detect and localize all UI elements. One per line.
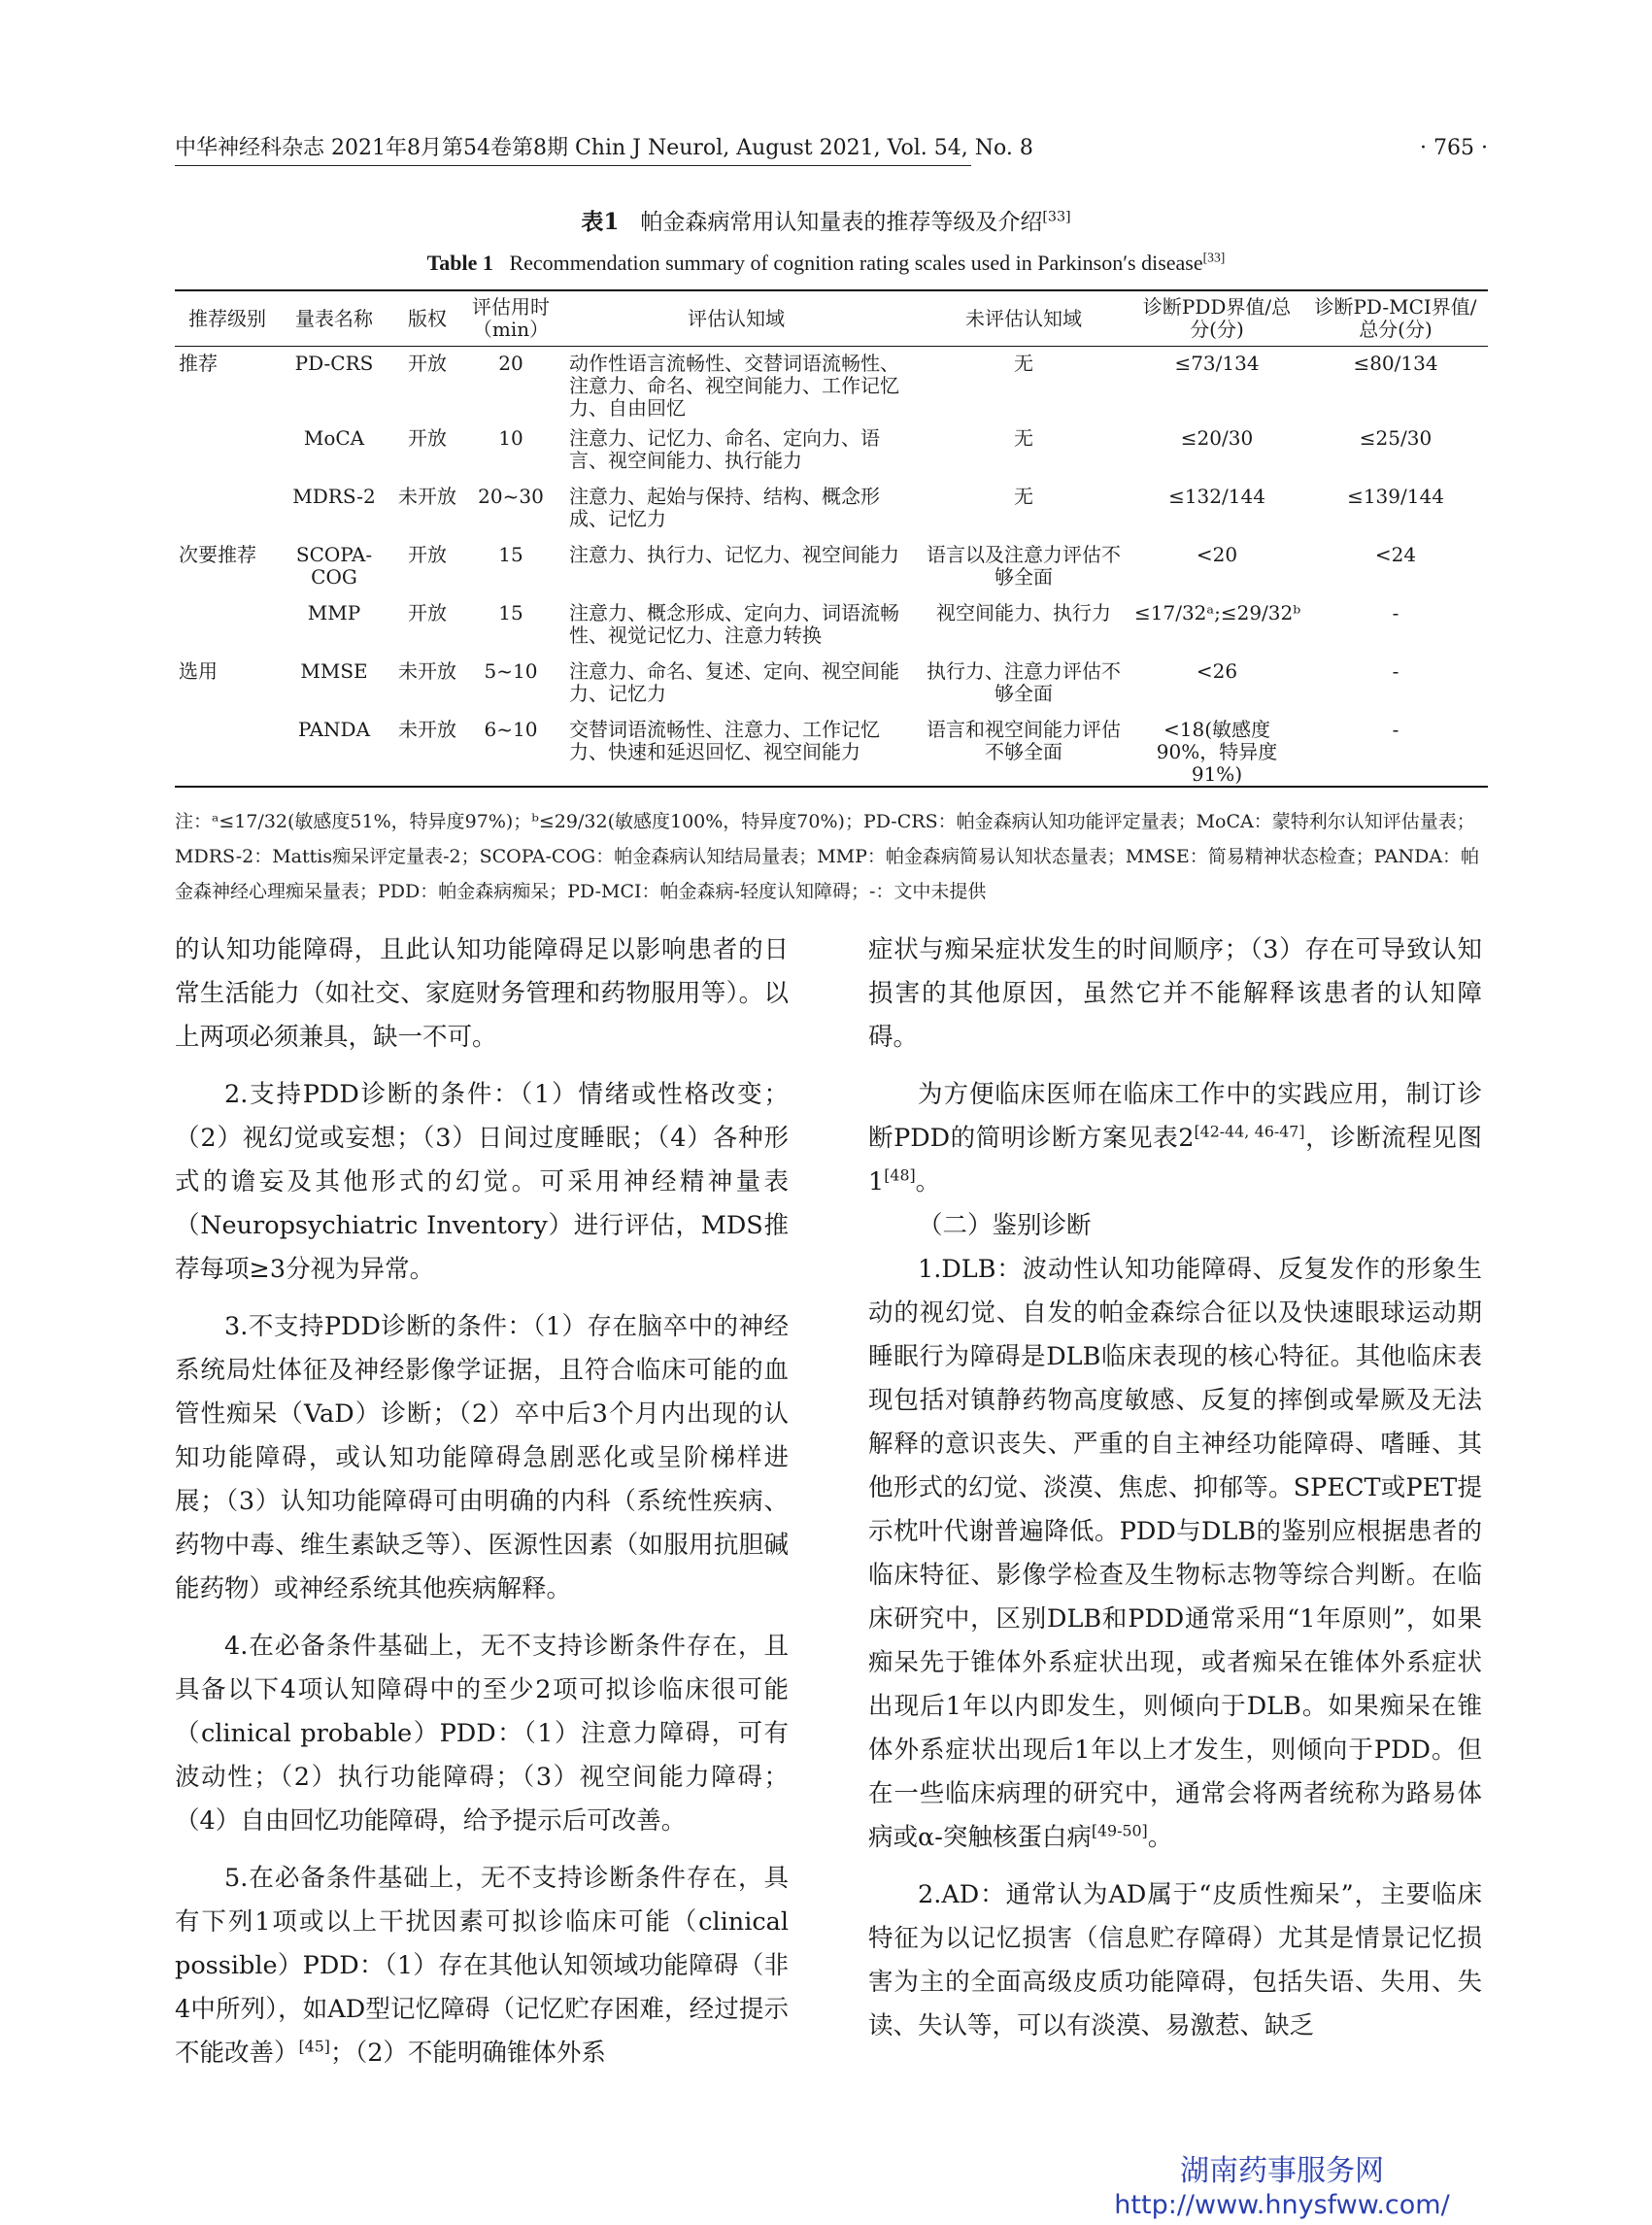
column-header: 诊断PDD界值/总分(分) xyxy=(1130,290,1303,347)
cell-level xyxy=(175,719,280,787)
cell-domains: 注意力、命名、复述、定向、视空间能力、记忆力 xyxy=(569,658,899,705)
column-header: 评估用时（min） xyxy=(466,290,556,347)
cell-mci: ≤25/30 xyxy=(1359,425,1433,450)
table-row xyxy=(175,347,1488,427)
paragraph: 3.不支持PDD诊断的条件：（1）存在脑卒中的神经系统局灶体征及神经影像学证据，且符合临床可能的血管性痴呆（VaD）诊断；（2）卒中后3个月内出现的认知功能障碍，或认知功能障碍急剧恶化或呈阶梯样进展；（3）认知功能障碍可由明确的内科（系统性疾病、药物中毒、维生素缺乏等）、医源性因素（如服用抗胆碱能药物）或神经系统其他疾病解释。 xyxy=(175,1312,789,1603)
cell-scale: MMP xyxy=(307,600,361,624)
paragraph-text: 。 xyxy=(915,1167,941,1197)
cell-level xyxy=(175,602,280,660)
table-title-cn: 帕金森病常用认知量表的推荐等级及介绍 xyxy=(640,210,1043,235)
cell-pdd: <20 xyxy=(1196,542,1238,566)
paragraph-text: 为方便临床医师在临床工作中的实践应用，制订诊断PDD的简明诊断方案见表2 xyxy=(868,1080,1482,1153)
cell-copyright: 未开放 xyxy=(388,719,466,787)
cell-pdd: <18(敏感度90%，特异度91%) xyxy=(1130,719,1303,787)
cell-not-assessed: 无 xyxy=(1014,484,1033,508)
table-row xyxy=(175,602,1488,660)
cell-pdd: ≤132/144 xyxy=(1168,484,1265,508)
cell-domains: 注意力、概念形成、定向力、词语流畅性、视觉记忆力、注意力转换 xyxy=(569,600,899,647)
paragraph: 的认知功能障碍，且此认知功能障碍足以影响患者的日常生活能力（如社交、家庭财务管理和药物服用等）。以上两项必须兼具，缺一不可。 xyxy=(175,935,789,1052)
cell-scale: MoCA xyxy=(303,425,365,450)
cell-pdd: <26 xyxy=(1196,658,1238,683)
table-row xyxy=(175,544,1488,602)
citation: [42-44, 46-47] xyxy=(1194,1122,1305,1141)
cell-domains: 注意力、执行力、记忆力、视空间能力 xyxy=(569,542,899,566)
cell-not-assessed: 执行力、注意力评估不够全面 xyxy=(927,658,1121,705)
cell-time: 6~10 xyxy=(466,719,556,787)
running-header xyxy=(175,134,1488,167)
cell-copyright: 开放 xyxy=(408,352,447,375)
citation: [45] xyxy=(298,2037,330,2056)
header-rule xyxy=(175,165,971,166)
table-row xyxy=(175,660,1488,719)
paragraph-text: 。 xyxy=(1147,1823,1173,1852)
cell-level: 次要推荐 xyxy=(179,542,256,566)
cell-mci: ≤80/134 xyxy=(1353,352,1438,375)
paragraph: 2.AD：通常认为AD属于“皮质性痴呆”，主要临床特征为以记忆损害（信息贮存障碍）尤其是情景记忆损害为主的全面高级皮质功能障碍，包括失语、失用、失读、失认等，可以有淡漠、易激惹、缺乏 xyxy=(868,1880,1482,2040)
paragraph xyxy=(868,1073,1482,1204)
cell-copyright: 未开放 xyxy=(398,484,456,508)
table-header-row xyxy=(175,290,1488,347)
cell-domains: 注意力、起始与保持、结构、概念形成、记忆力 xyxy=(569,484,880,530)
cell-time: 20~30 xyxy=(478,484,544,508)
journal-citation: 中华神经科杂志 2021年8月第54卷第8期 Chin J Neurol, August 2021, Vol. 54, No. 8 xyxy=(175,136,1033,160)
cell-level xyxy=(175,427,280,486)
table-footnotes: 注：ᵃ≤17/32(敏感度51%，特异度97%)；ᵇ≤29/32(敏感度100%，特异度70%)；PD-CRS：帕金森病认知功能评定量表；MoCA：蒙特利尔认知评估量表；MDRS-2：Mattis痴呆评定量表-2；SCOPA-COG：帕金森病认知结局量表；MMP：帕金森病简易认知状态量表；MMSE：简易精神状态检查；PANDA：帕金森神经心理痴呆量表；PDD：帕金森病痴呆；PD-MCI：帕金森病-轻度认知障碍；-：文中未提供 xyxy=(175,811,1480,902)
right-column xyxy=(868,928,1482,2048)
cell-copyright: 未开放 xyxy=(398,658,456,683)
paragraph xyxy=(868,1248,1482,1860)
column-header: 推荐级别 xyxy=(175,290,280,347)
column-header: 评估认知域 xyxy=(556,290,917,347)
paragraph-text: 5.在必备条件基础上，无不支持诊断条件存在，具有下列1项或以上干扰因素可拟诊临床可能（clinical possible）PDD：（1）存在其他认知领域功能障碍（非4中所列），如AD型记忆障碍（记忆贮存困难，经过提示不能改善） xyxy=(175,1864,789,2068)
cell-mci: ≤139/144 xyxy=(1347,484,1444,508)
table-ref-cn: [33] xyxy=(1042,209,1071,225)
table-label-en: Table 1 xyxy=(426,251,493,275)
cell-pdd: ≤73/134 xyxy=(1174,352,1260,375)
cell-mci: - xyxy=(1303,719,1488,787)
cell-copyright: 开放 xyxy=(408,542,447,566)
column-header: 版权 xyxy=(388,290,466,347)
cell-time: 20 xyxy=(498,352,523,375)
table-caption-chinese xyxy=(0,208,1652,237)
cell-level: 推荐 xyxy=(179,352,218,375)
watermark-name: 湖南药事服务网 xyxy=(1180,2154,1384,2188)
table-row xyxy=(175,486,1488,544)
cell-scale: PANDA xyxy=(280,719,388,787)
left-column xyxy=(175,928,789,2075)
paragraph: 4.在必备条件基础上，无不支持诊断条件存在，且具备以下4项认知障碍中的至少2项可拟诊临床很可能（clinical probable）PDD：（1）注意力障碍，可有波动性；（2）执行功能障碍；（3）视空间能力障碍；（4）自由回忆功能障碍，给予提示后可改善。 xyxy=(175,1632,789,1836)
paragraph xyxy=(175,1857,789,2075)
cell-not-assessed: 无 xyxy=(1014,425,1033,450)
table-row xyxy=(175,719,1488,787)
table-title-en: Recommendation summary of cognition rating scales used in Parkinson′s disease xyxy=(509,251,1203,275)
watermark-url: http://www.hnysfww.com/ xyxy=(1114,2190,1450,2220)
cell-not-assessed: 语言和视空间能力评估不够全面 xyxy=(917,719,1130,787)
paragraph-text: ；（2）不能明确锥体外系 xyxy=(329,2039,606,2068)
cell-level xyxy=(175,486,280,544)
cell-copyright: 开放 xyxy=(408,425,447,450)
paragraph-text: 1.DLB：波动性认知功能障碍、反复发作的形象生动的视幻觉、自发的帕金森综合征以及快速眼球运动期睡眠行为障碍是DLB临床表现的核心特征。其他临床表现包括对镇静药物高度敏感、反复的摔倒或晕厥及无法解释的意识丧失、严重的自主神经功能障碍、嗜睡、其他形式的幻觉、淡漠、焦虑、抑郁等。SPECT或PET提示枕叶代谢普遍降低。PDD与DLB的鉴别应根据患者的临床特征、影像学检查及生物标志物等综合判断。在临床研究中，区别DLB和PDD通常采用“1年原则”，如果痴呆先于锥体外系症状出现，或者痴呆在锥体外系症状出现后1年以内即发生，则倾向于DLB。如果痴呆在锥体外系症状出现后1年以上才发生，则倾向于PDD。但在一些临床病理的研究中，通常会将两者统称为路易体病或α-突触核蛋白病 xyxy=(868,1255,1482,1852)
cell-not-assessed: 视空间能力、执行力 xyxy=(936,600,1111,624)
cell-mci: <24 xyxy=(1374,542,1417,566)
table-caption-english xyxy=(0,249,1652,278)
cell-domains: 交替词语流畅性、注意力、工作记忆力、快速和延迟回忆、视空间能力 xyxy=(556,719,917,787)
column-header: 量表名称 xyxy=(280,290,388,347)
citation: [48] xyxy=(884,1165,916,1185)
table-label-cn: 表1 xyxy=(581,209,620,235)
citation: [49-50] xyxy=(1091,1821,1148,1840)
cell-time: 5~10 xyxy=(484,658,538,683)
table-row xyxy=(175,427,1488,486)
column-header: 未评估认知域 xyxy=(917,290,1130,347)
cell-not-assessed: 无 xyxy=(1014,352,1033,375)
cell-time: 15 xyxy=(498,542,523,566)
cell-scale: PD-CRS xyxy=(294,352,374,375)
recommendation-table xyxy=(175,289,1488,788)
cell-time: 10 xyxy=(498,425,523,450)
table-ref-en: [33] xyxy=(1202,250,1226,265)
watermark xyxy=(1059,2154,1505,2222)
page-number: · 765 · xyxy=(1420,136,1488,160)
cell-pdd: ≤17/32ᵃ;≤29/32ᵇ xyxy=(1134,600,1301,624)
cell-time: 15 xyxy=(498,600,523,624)
cell-scale: MMSE xyxy=(300,658,368,683)
cell-not-assessed: 语言以及注意力评估不够全面 xyxy=(927,542,1121,589)
section-heading: （二）鉴别诊断 xyxy=(918,1211,1092,1240)
cell-mci: - xyxy=(1392,658,1399,683)
paragraph: 症状与痴呆症状发生的时间顺序；（3）存在可导致认知损害的其他原因，虽然它并不能解释该患者的认知障碍。 xyxy=(868,935,1482,1052)
paragraph-text: ，诊断流程见图1 xyxy=(868,1124,1482,1197)
cell-domains: 动作性语言流畅性、交替词语流畅性、注意力、命名、视空间能力、工作记忆力、自由回忆 xyxy=(569,352,899,420)
cell-scale: MDRS-2 xyxy=(292,484,376,508)
cell-mci: - xyxy=(1392,600,1399,624)
cell-domains: 注意力、记忆力、命名、定向力、语言、视空间能力、执行能力 xyxy=(569,425,880,472)
column-header: 诊断PD-MCI界值/总分(分) xyxy=(1303,290,1488,347)
cell-copyright: 开放 xyxy=(408,600,447,624)
paragraph: 2.支持PDD诊断的条件：（1）情绪或性格改变；（2）视幻觉或妄想；（3）日间过度睡眠；（4）各种形式的谵妄及其他形式的幻觉。可采用神经精神量表（Neuropsychiatric Inventory）进行评估，MDS推荐每项≥3分视为异常。 xyxy=(175,1080,789,1284)
cell-pdd: ≤20/30 xyxy=(1180,425,1254,450)
cell-level: 选用 xyxy=(179,658,218,683)
cell-scale: SCOPA-COG xyxy=(295,542,373,589)
